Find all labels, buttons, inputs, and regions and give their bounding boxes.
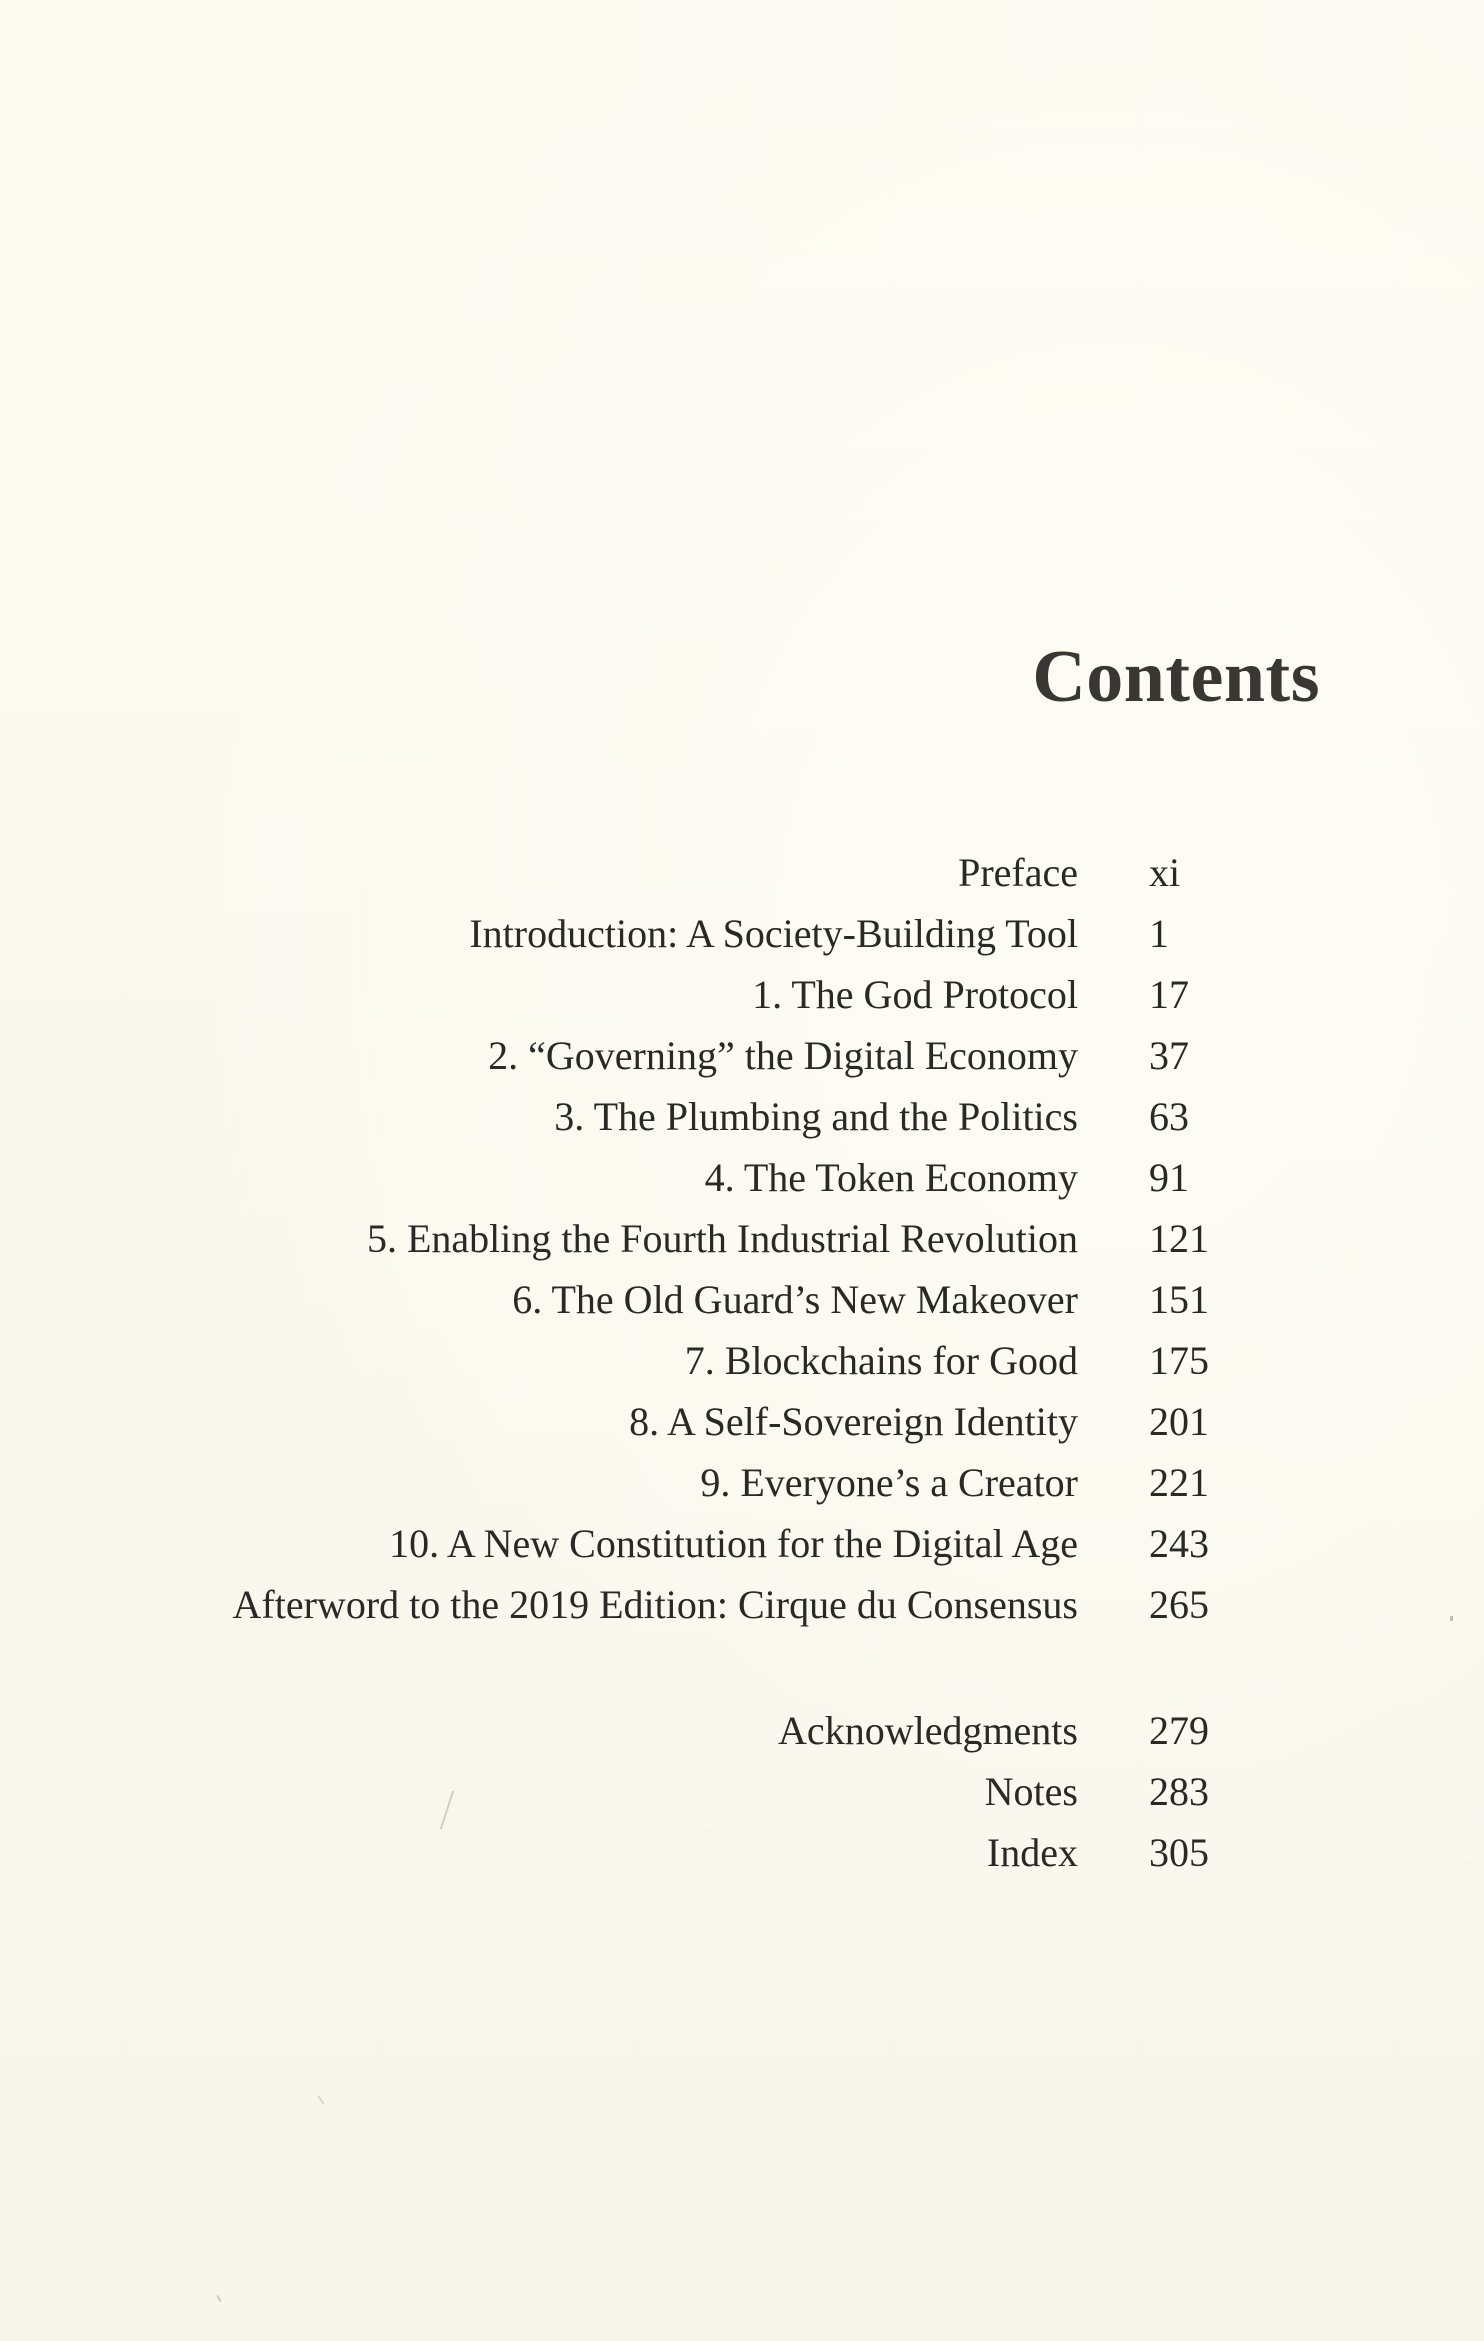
toc-entry-page: 221 (1149, 1460, 1209, 1505)
toc-entry-label: 5. Enabling the Fourth Industrial Revolution (366, 1216, 1078, 1261)
toc-entry-chapter-10 (0, 1518, 1484, 1570)
toc-entry-page: 201 (1149, 1399, 1209, 1444)
toc-entry-page: 1 (1149, 911, 1169, 956)
toc-entry-chapter-7 (0, 1335, 1484, 1387)
page-title: Contents (1032, 636, 1320, 718)
toc-entry-page: 279 (1149, 1708, 1209, 1753)
toc-entry-introduction (0, 908, 1484, 960)
toc-entry-label: 8. A Self-Sovereign Identity (629, 1399, 1078, 1444)
toc-entry-page: 265 (1149, 1582, 1209, 1627)
toc-entry-label: 3. The Plumbing and the Politics (554, 1094, 1078, 1139)
toc-entry-label: 1. The God Protocol (752, 972, 1078, 1017)
toc-entry-label: 7. Blockchains for Good (684, 1338, 1078, 1383)
toc-entry-chapter-9 (0, 1457, 1484, 1509)
toc-entry-label: Notes (984, 1769, 1078, 1814)
toc-entry-page: 283 (1149, 1769, 1209, 1814)
toc-entry-page: 175 (1149, 1338, 1209, 1383)
toc-entry-label: Preface (958, 850, 1078, 895)
toc-entry-chapter-8 (0, 1396, 1484, 1448)
toc-entry-chapter-6 (0, 1274, 1484, 1326)
toc-entry-page: 37 (1149, 1033, 1189, 1078)
toc-entry-page: 121 (1149, 1216, 1209, 1261)
toc-entry-chapter-2 (0, 1030, 1484, 1082)
toc-entry-page: 151 (1149, 1277, 1209, 1322)
toc-entry-notes (0, 1766, 1484, 1818)
toc-entry-index (0, 1827, 1484, 1879)
toc-entry-label: Index (986, 1830, 1078, 1875)
toc-entry-label: 2. “Governing” the Digital Economy (488, 1033, 1078, 1078)
toc-entry-page: xi (1149, 850, 1181, 895)
toc-entry-acknowledgments (0, 1705, 1484, 1757)
toc-entry-page: 63 (1149, 1094, 1189, 1139)
toc-entry-label: 10. A New Constitution for the Digital Age (389, 1521, 1078, 1566)
toc-entry-chapter-5 (0, 1213, 1484, 1265)
toc-entry-label: Acknowledgments (778, 1708, 1078, 1753)
toc-entry-page: 91 (1149, 1155, 1189, 1200)
toc-entry-afterword (0, 1579, 1484, 1631)
toc-entry-chapter-3 (0, 1091, 1484, 1143)
toc-entry-label: Introduction: A Society-Building Tool (469, 911, 1078, 956)
toc-entry-page: 243 (1149, 1521, 1209, 1566)
toc-entry-page: 17 (1149, 972, 1189, 1017)
toc-entry-label: 4. The Token Economy (704, 1155, 1078, 1200)
toc-entry-label: Afterword to the 2019 Edition: Cirque du Consensus (232, 1582, 1078, 1627)
toc-entry-label: 9. Everyone’s a Creator (700, 1460, 1078, 1505)
scan-mark (1450, 1616, 1453, 1621)
toc-entry-chapter-4 (0, 1152, 1484, 1204)
toc-entry-label: 6. The Old Guard’s New Makeover (512, 1277, 1078, 1322)
toc-entry-chapter-1 (0, 969, 1484, 1021)
toc-entry-preface (0, 847, 1484, 899)
toc-entry-page: 305 (1149, 1830, 1209, 1875)
